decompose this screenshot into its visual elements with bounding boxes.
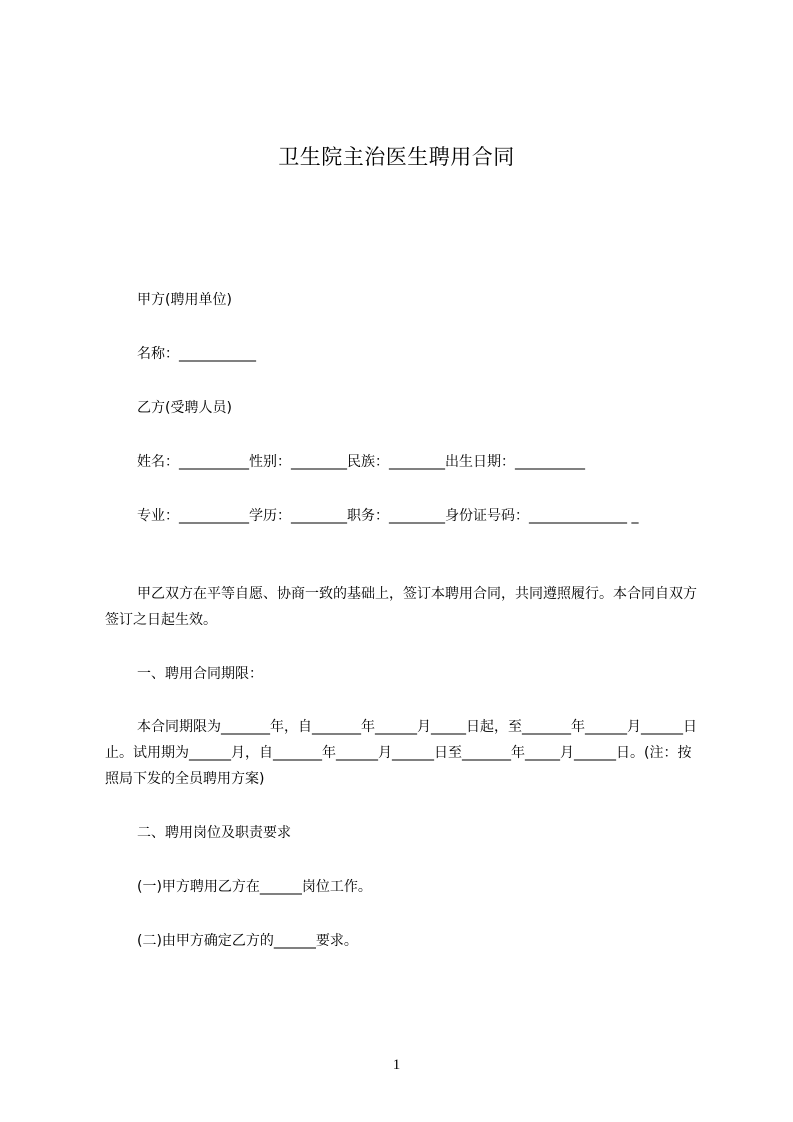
section-1-heading: 一、聘用合同期限： xyxy=(137,666,263,682)
party-b-heading: 乙方(受聘人员) xyxy=(137,400,232,416)
party-a-name-field: 名称：___________ xyxy=(137,346,256,362)
section-2-heading: 二、聘用岗位及职责要求 xyxy=(137,825,291,841)
party-a-heading: 甲方(聘用单位) xyxy=(137,292,232,308)
party-b-personal-info: 姓名：__________性别：________民族：________出生日期：__________ xyxy=(137,454,585,470)
section-2-item-2: (二)由甲方确定乙方的______要求。 xyxy=(137,933,358,949)
document-title: 卫生院主治医生聘用合同 xyxy=(278,145,515,169)
section-2-item-1: (一)甲方聘用乙方在______岗位工作。 xyxy=(137,879,372,895)
party-b-professional-info: 专业：__________学历：________职务：________身份证号码：______________ _ xyxy=(137,508,639,524)
section-1-body: 本合同期限为_______年，自_______年______月_____日起，至_______年______月______日止。试用期为______月，自_______年______月______日至_______年_____月______日。(注：按照局下发的全员聘用方案) xyxy=(105,719,697,787)
intro-paragraph: 甲乙双方在平等自愿、协商一致的基础上，签订本聘用合同，共同遵照履行。本合同自双方签订之日起生效。 xyxy=(105,586,697,628)
page-number: 1 xyxy=(392,1057,401,1073)
